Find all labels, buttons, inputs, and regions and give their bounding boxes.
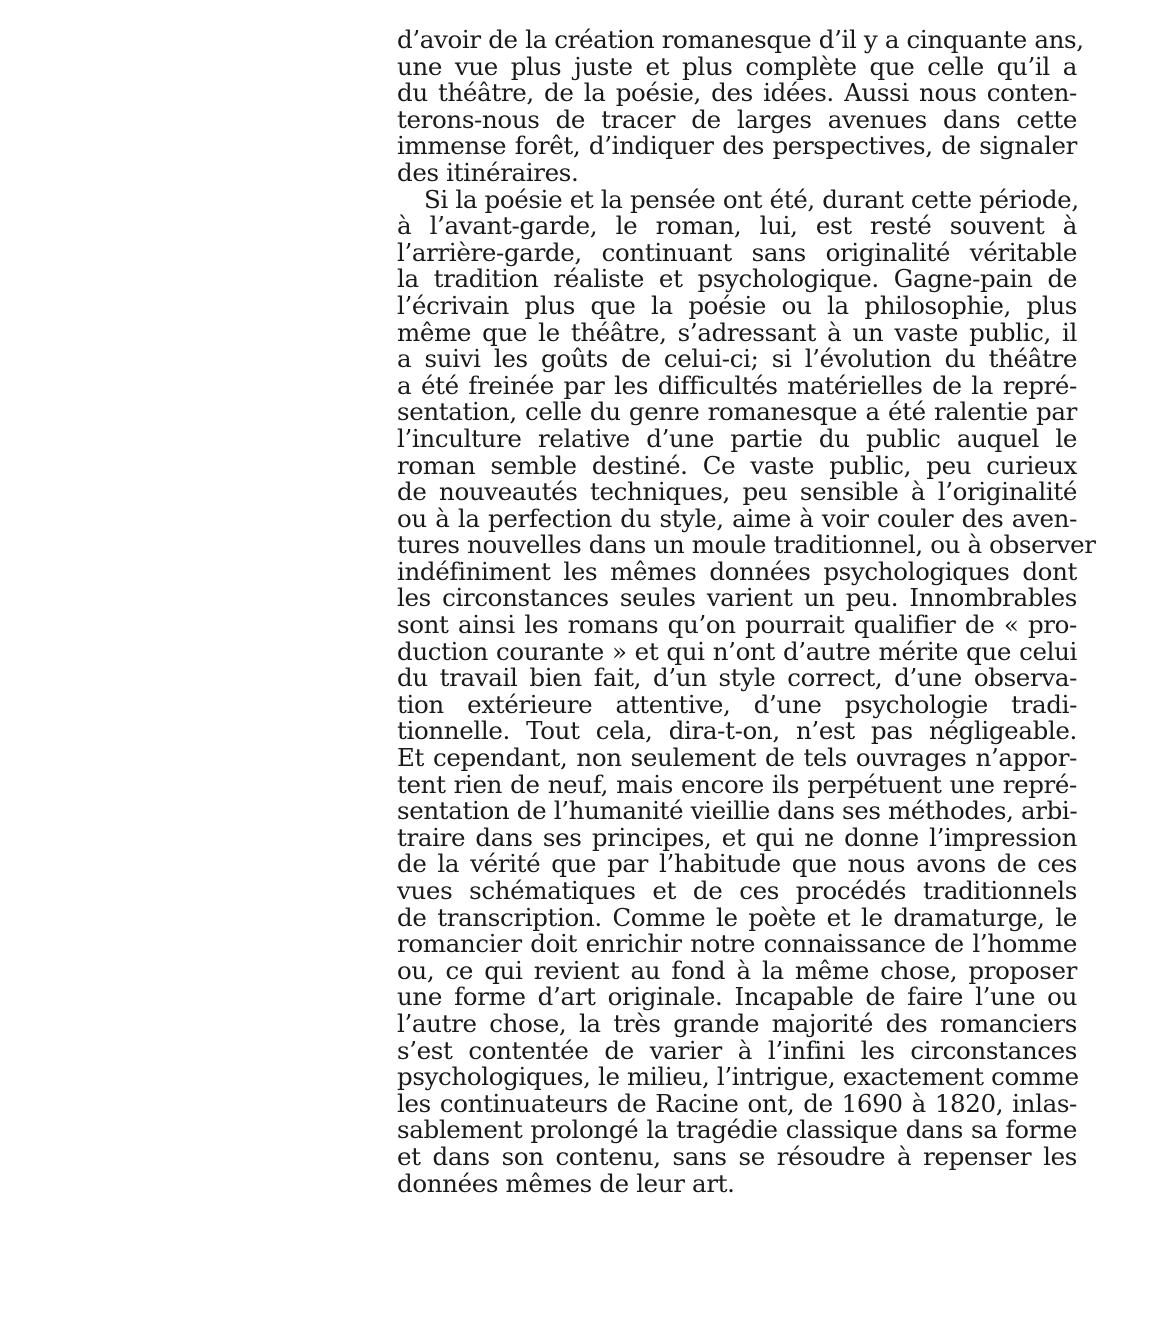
text-line: duction courante » et qui n’ont d’autre mérite que celui bbox=[397, 636, 1077, 666]
text-line: indéfiniment les mêmes données psychologiques dont bbox=[397, 556, 1077, 586]
text-line: sentation de l’humanité vieillie dans ses méthodes, arbi- bbox=[397, 796, 1078, 826]
text-line: tures nouvelles dans un moule traditionnel, ou à observer bbox=[397, 530, 1096, 560]
text-line: les circonstances seules varient un peu. Innombrables bbox=[397, 583, 1077, 613]
text-column bbox=[397, 25, 1096, 1198]
text-line: même que le théâtre, s’adressant à un vaste public, il bbox=[397, 317, 1077, 347]
text-line: à l’avant-garde, le roman, lui, est resté souvent à bbox=[397, 211, 1077, 241]
text-line: sont ainsi les romans qu’on pourrait qualifier de « pro- bbox=[397, 610, 1077, 640]
text-line: a été freinée par les difficultés matérielles de la repré- bbox=[397, 370, 1077, 400]
text-line: du théâtre, de la poésie, des idées. Aussi nous conten- bbox=[397, 78, 1077, 108]
text-line: tionnelle. Tout cela, dira-t-on, n’est pas négligeable. bbox=[397, 716, 1077, 746]
paragraph-1 bbox=[397, 25, 1084, 187]
text-line: l’autre chose, la très grande majorité des romanciers bbox=[397, 1008, 1077, 1038]
text-line: tent rien de neuf, mais encore ils perpétuent une repré- bbox=[397, 769, 1077, 799]
text-line: de transcription. Comme le poète et le dramaturge, le bbox=[397, 902, 1077, 932]
text-line: de nouveautés techniques, peu sensible à l’originalité bbox=[397, 477, 1077, 507]
text-line: les continuateurs de Racine ont, de 1690 à 1820, inlas- bbox=[397, 1088, 1077, 1118]
text-line: vues schématiques et de ces procédés traditionnels bbox=[397, 876, 1077, 905]
text-line: l’écrivain plus que la poésie ou la philosophie, plus bbox=[397, 290, 1077, 320]
text-line: une vue plus juste et plus complète que celle qu’il a bbox=[397, 51, 1077, 81]
text-line: l’inculture relative d’une partie du public auquel le bbox=[397, 423, 1077, 453]
text-line: traire dans ses principes, et qui ne donne l’impression bbox=[397, 822, 1077, 852]
text-line: ou à la perfection du style, aime à voir couler des aven- bbox=[397, 503, 1077, 533]
text-line: de la vérité que par l’habitude que nous avons de ces bbox=[397, 849, 1077, 879]
text-line: d’avoir de la création romanesque d’il y a cinquante ans, bbox=[397, 25, 1084, 54]
text-line: s’est contentée de varier à l’infini les circonstances bbox=[397, 1035, 1077, 1065]
text-line: l’arrière-garde, continuant sans originalité véritable bbox=[397, 237, 1077, 267]
text-line: données mêmes de leur art. bbox=[397, 1168, 735, 1198]
text-line: des itinéraires. bbox=[397, 157, 579, 187]
text-line: terons-nous de tracer de larges avenues dans cette bbox=[397, 104, 1077, 134]
text-line: a suivi les goûts de celui-ci; si l’évolution du théâtre bbox=[397, 344, 1077, 374]
text-line: romancier doit enrichir notre connaissance de l’homme bbox=[397, 929, 1077, 959]
text-line: tion extérieure attentive, d’une psychologie tradi- bbox=[397, 689, 1077, 719]
text-line: du travail bien fait, d’un style correct, d’une observa- bbox=[397, 663, 1077, 693]
text-line: psychologiques, le milieu, l’intrigue, exactement comme bbox=[397, 1062, 1079, 1092]
text-line: sentation, celle du genre romanesque a été ralentie par bbox=[397, 397, 1077, 427]
text-line: ou, ce qui revient au fond à la même chose, proposer bbox=[397, 955, 1077, 985]
text-line: Si la poésie et la pensée ont été, durant cette période, bbox=[424, 184, 1079, 214]
text-line: immense forêt, d’indiquer des perspectives, de signaler bbox=[397, 131, 1077, 161]
text-line: et dans son contenu, sans se résoudre à repenser les bbox=[397, 1141, 1077, 1171]
text-line: sablement prolongé la tragédie classique dans sa forme bbox=[397, 1115, 1077, 1145]
text-line: la tradition réaliste et psychologique. Gagne-pain de bbox=[397, 264, 1077, 294]
text-line: une forme d’art originale. Incapable de faire l’une ou bbox=[397, 982, 1077, 1012]
paragraph-2 bbox=[397, 184, 1096, 1198]
text-line: roman semble destiné. Ce vaste public, peu curieux bbox=[397, 450, 1077, 480]
text-line: Et cependant, non seulement de tels ouvrages n’appor- bbox=[397, 743, 1077, 773]
